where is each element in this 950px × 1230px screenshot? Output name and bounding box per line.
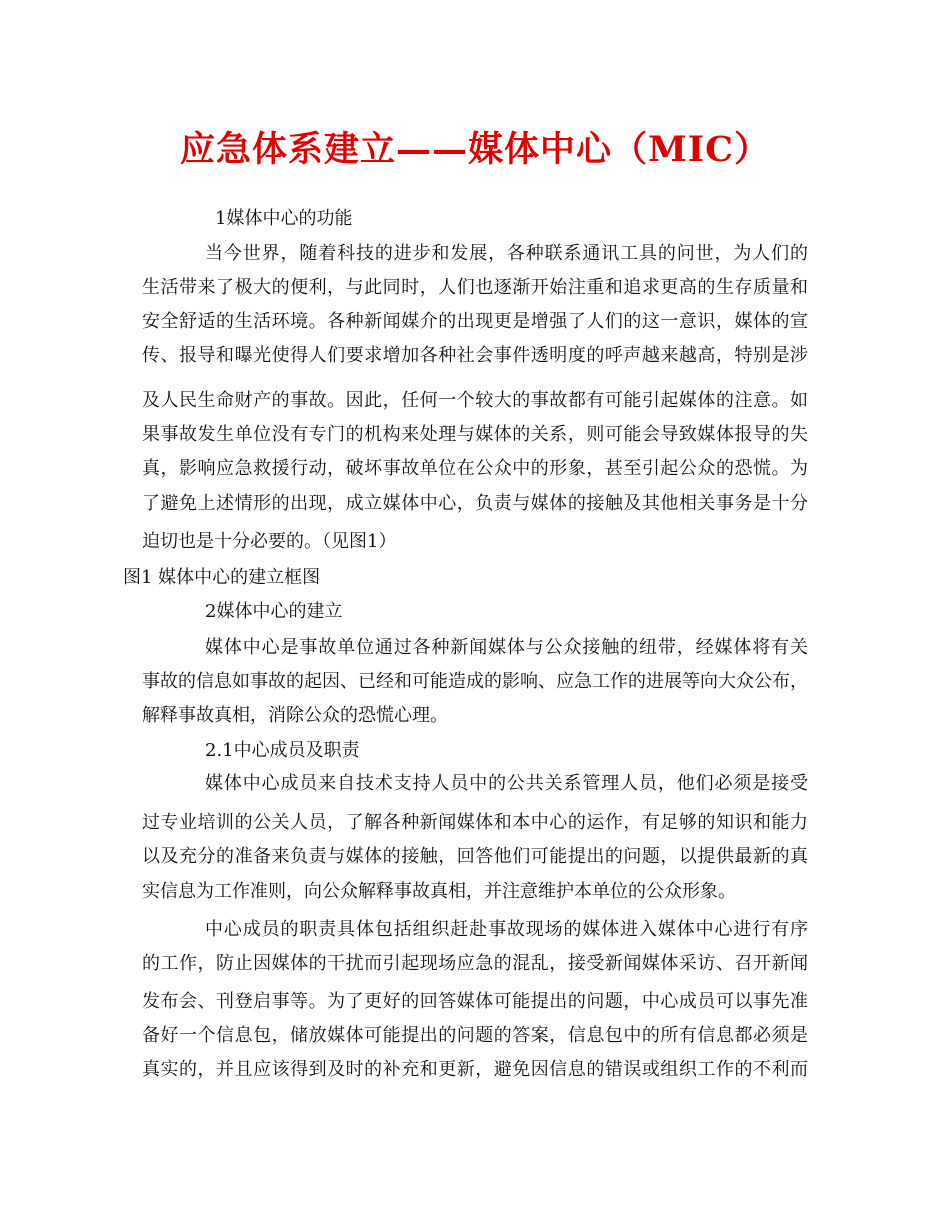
paragraph-line: 过专业培训的公关人员，了解各种新闻媒体和本中心的运作，有足够的知识和能力 <box>142 812 808 833</box>
section-heading: 2.1中心成员及职责 <box>205 740 360 761</box>
paragraph-line: 事故的信息如事故的起因、已经和可能造成的影响、应急工作的进展等向大众公布， <box>142 671 808 692</box>
paragraph-line: 媒体中心成员来自技术支持人员中的公共关系管理人员，他们必须是接受 <box>205 773 808 794</box>
paragraph-line: 安全舒适的生活环境。各种新闻媒介的出现更是增强了人们的这一意识，媒体的宣 <box>142 311 808 332</box>
paragraph-line: 迫切也是十分必要的。（见图1） <box>142 531 397 552</box>
section-heading: 2媒体中心的建立 <box>205 601 343 622</box>
paragraph-line: 发布会、刊登启事等。为了更好的回答媒体可能提出的问题，中心成员可以事先准 <box>142 991 808 1012</box>
paragraph-line: 的工作，防止因媒体的干扰而引起现场应急的混乱，接受新闻媒体采访、召开新闻 <box>142 953 808 974</box>
paragraph-line: 生活带来了极大的便利，与此同时，人们也逐渐开始注重和追求更高的生存质量和 <box>142 277 808 298</box>
paragraph-line: 及人民生命财产的事故。因此，任何一个较大的事故都有可能引起媒体的注意。如 <box>142 390 808 411</box>
paragraph-line: 备好一个信息包，储放媒体可能提出的问题的答案，信息包中的所有信息都必须是 <box>142 1025 808 1046</box>
paragraph-line: 真实的，并且应该得到及时的补充和更新，避免因信息的错误或组织工作的不利而 <box>142 1059 808 1080</box>
paragraph-line: 中心成员的职责具体包括组织赶赴事故现场的媒体进入媒体中心进行有序 <box>205 919 808 940</box>
section-heading: 1媒体中心的功能 <box>215 208 353 229</box>
paragraph-line: 实信息为工作准则，向公众解释事故真相，并注意维护本单位的公众形象。 <box>142 881 736 902</box>
paragraph-line: 当今世界，随着科技的进步和发展，各种联系通讯工具的问世，为人们的 <box>205 243 808 264</box>
paragraph-line: 真，影响应急救援行动，破坏事故单位在公众中的形象，甚至引起公众的恐慌。为 <box>142 458 808 479</box>
paragraph-line: 果事故发生单位没有专门的机构来处理与媒体的关系，则可能会导致媒体报导的失 <box>142 424 808 445</box>
paragraph-line: 了避免上述情形的出现，成立媒体中心，负责与媒体的接触及其他相关事务是十分 <box>142 493 808 514</box>
document-title: 应急体系建立——媒体中心（MIC） <box>180 129 770 170</box>
paragraph-line: 传、报导和曝光使得人们要求增加各种社会事件透明度的呼声越来越高，特别是涉 <box>142 345 808 366</box>
paragraph-line: 解释事故真相，消除公众的恐慌心理。 <box>142 705 448 726</box>
paragraph-line: 媒体中心是事故单位通过各种新闻媒体与公众接触的纽带，经媒体将有关 <box>205 637 808 658</box>
figure-caption: 图1 媒体中心的建立框图 <box>123 567 321 588</box>
paragraph-line: 以及充分的准备来负责与媒体的接触，回答他们可能提出的问题，以提供最新的真 <box>142 846 808 867</box>
